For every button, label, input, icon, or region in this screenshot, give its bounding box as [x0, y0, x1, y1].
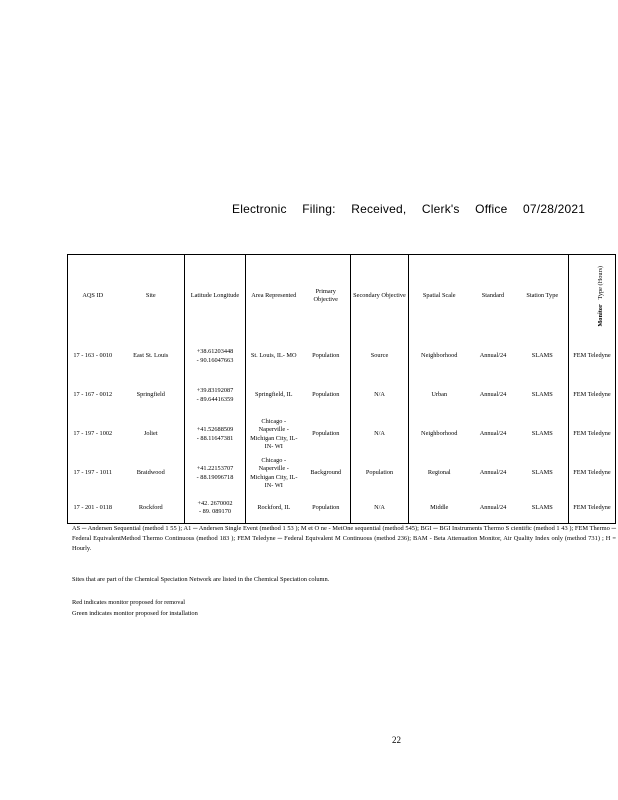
cell-spatial: Middle	[409, 493, 470, 524]
cell-standard: Annual/24	[470, 493, 517, 524]
cell-lat-lon	[185, 493, 246, 524]
cell-latitude: +42. 2670002	[197, 499, 233, 507]
cell-aqs-id: 17 - 163 - 0010	[68, 337, 118, 376]
cell-monitor: FEM Teledyne	[569, 493, 616, 524]
cell-lat-lon	[185, 337, 246, 376]
cell-longitude: - 90.16047663	[196, 356, 234, 364]
footnote-green-legend: Green indicates monitor proposed for installation	[72, 610, 198, 617]
cell-primary: Population	[302, 337, 351, 376]
col-header-aqs-id: AQS ID	[68, 255, 118, 338]
stamp-word: Clerk's	[421, 202, 460, 216]
cell-monitor: FEM Teledyne	[569, 337, 616, 376]
cell-latitude: +38.61203448	[196, 348, 234, 355]
cell-primary: Background	[302, 454, 351, 493]
cell-longitude: - 88.19096718	[196, 473, 234, 481]
col-header-site: Site	[118, 255, 185, 338]
footnote-abbreviations: AS ─ Andersen Sequential (method 1 55 ); A1 ─ Andersen Single Event (method 1 53 ); M et O ne - MetOne sequential (method 545); BGI ─ BGI Instruments Thermo S cientific (method 1 43 ); FEM Thermo ─ Federal EquivalentMethod Thermo Continuous (method 183 ); FEM Teledyne ─ Federal Equivalent M Continuous (method 236); BAM - Beta Attenuation Monitor, Air Quality Index only (method 731) ; H = Hourly.	[72, 525, 616, 552]
col-header-monitor	[569, 255, 616, 338]
cell-site: East St. Louis	[118, 337, 185, 376]
cell-station: SLAMS	[517, 415, 569, 454]
cell-area: Rockford, IL	[246, 493, 302, 524]
monitor-bold-label: Monitor	[597, 304, 605, 327]
monitor-network-table	[67, 254, 616, 524]
cell-station: SLAMS	[517, 376, 569, 415]
cell-area: St. Louis, IL- MO	[246, 337, 302, 376]
cell-standard: Annual/24	[479, 352, 507, 360]
cell-longitude: - 88.11647381	[196, 434, 234, 442]
cell-site: Joliet	[118, 415, 185, 454]
electronic-filing-stamp	[232, 202, 597, 216]
col-header-area: Area Represented	[246, 255, 302, 338]
cell-station: SLAMS	[517, 493, 569, 524]
stamp-date: 07/28/2021	[523, 202, 586, 216]
cell-primary: Population	[302, 415, 351, 454]
cell-monitor: FEM Teledyne	[569, 415, 616, 454]
cell-secondary: Population	[351, 454, 409, 493]
cell-longitude: - 89.64416359	[196, 395, 234, 403]
cell-spatial: Neighborhood	[409, 415, 470, 454]
col-header-standard: Standard	[470, 255, 517, 338]
cell-standard: Annual/24	[479, 430, 507, 438]
cell-primary: Population	[302, 493, 351, 524]
stamp-word: Filing:	[302, 202, 336, 216]
stamp-word: Office	[475, 202, 508, 216]
table-row	[68, 493, 616, 524]
cell-lat-lon	[185, 454, 246, 493]
cell-lat-lon	[185, 376, 246, 415]
cell-standard: Annual/24	[479, 469, 507, 477]
cell-station: SLAMS	[517, 337, 569, 376]
stamp-word: Electronic	[232, 202, 287, 216]
col-header-lat-lon: Latitude Longitude	[185, 255, 246, 338]
cell-latitude: +39.83192087	[196, 387, 234, 394]
col-header-primary: Primary Objective	[302, 255, 351, 338]
col-header-spatial: Spatial Scale	[409, 255, 470, 338]
monitor-type-label: Type (Hours)	[597, 265, 605, 300]
cell-latitude: +41.22153707	[196, 465, 234, 472]
page-number: 22	[392, 735, 401, 745]
cell-monitor: FEM Teledyne	[569, 454, 616, 493]
cell-spatial: Neighborhood	[409, 337, 470, 376]
cell-area: Springfield, IL	[246, 376, 302, 415]
cell-area: Chicago - Naperville - Michigan City, IL-IN- WI	[246, 415, 302, 454]
cell-secondary: Source	[351, 337, 409, 376]
cell-aqs-id: 17 - 197 - 1011	[68, 454, 118, 493]
cell-aqs-id: 17 - 201 - 0118	[68, 493, 118, 524]
footnote-red-legend: Red indicates monitor proposed for removal	[72, 599, 186, 606]
col-header-secondary: Secondary Objective	[351, 255, 409, 338]
col-header-station: Station Type	[517, 255, 569, 338]
cell-aqs-id: 17 - 167 - 0012	[68, 376, 118, 415]
cell-monitor: FEM Teledyne	[569, 376, 616, 415]
footnote-speciation: Sites that are part of the Chemical Speciation Network are listed in the Chemical Speciation column.	[72, 576, 330, 583]
cell-secondary: N/A	[351, 415, 409, 454]
table-header-row	[68, 255, 616, 338]
cell-latitude: +41.52688509	[196, 426, 234, 433]
stamp-word: Received,	[351, 202, 407, 216]
cell-site: Braidwood	[118, 454, 185, 493]
table-row	[68, 337, 616, 376]
cell-primary: Population	[302, 376, 351, 415]
table-row	[68, 454, 616, 493]
cell-site: Rockford	[118, 493, 185, 524]
cell-spatial: Regional	[409, 454, 470, 493]
cell-area: Chicago - Naperville - Michigan City, IL-IN- WI	[246, 454, 302, 493]
cell-standard: Annual/24	[479, 391, 507, 399]
table-row	[68, 415, 616, 454]
cell-longitude: - 89. 089170	[198, 508, 231, 515]
cell-secondary: N/A	[351, 376, 409, 415]
cell-site: Springfield	[118, 376, 185, 415]
cell-station: SLAMS	[517, 454, 569, 493]
cell-aqs-id: 17 - 197 - 1002	[68, 415, 118, 454]
cell-lat-lon	[185, 415, 246, 454]
cell-spatial: Urban	[409, 376, 470, 415]
table-row	[68, 376, 616, 415]
cell-secondary: N/A	[351, 493, 409, 524]
